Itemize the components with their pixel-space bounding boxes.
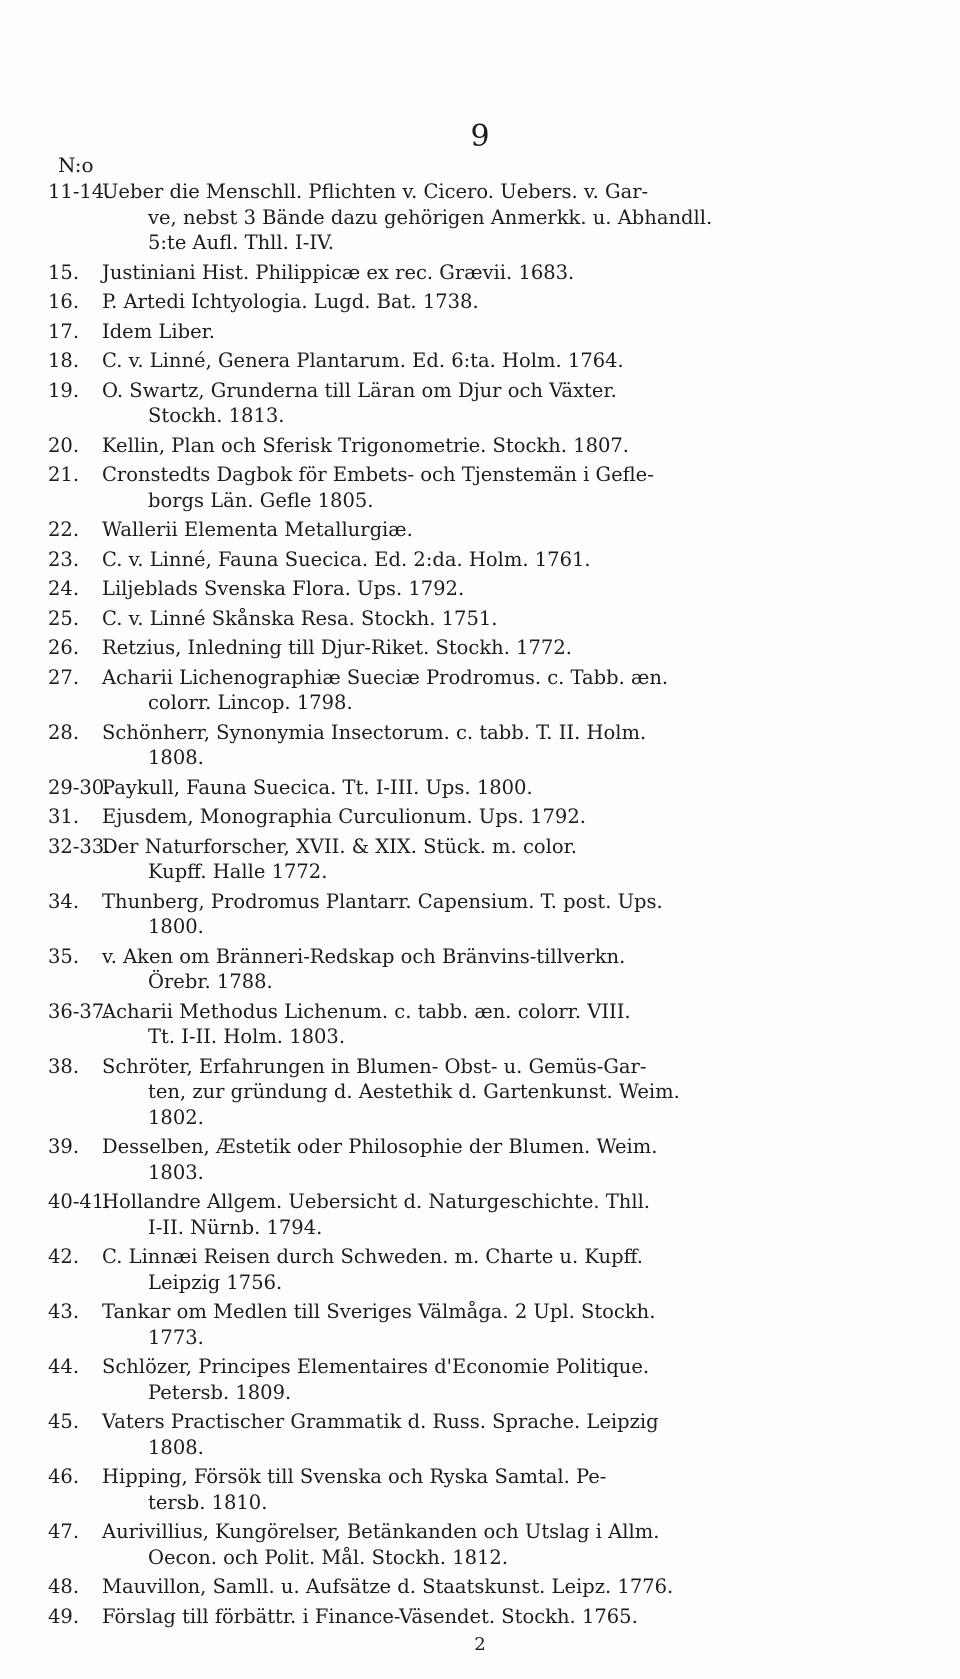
- entry-text-continuation: 1802.: [148, 1105, 204, 1129]
- entry-number: 21.: [48, 463, 80, 486]
- entry-number: 34.: [48, 889, 80, 913]
- entry-text: Idem Liber.: [102, 319, 216, 343]
- entry-number: 49.: [48, 1604, 80, 1628]
- catalog-entry: [48, 179, 828, 256]
- entry-number: 15.: [48, 260, 80, 284]
- entry-number: 46.: [48, 1465, 80, 1488]
- catalog-entry: [48, 1189, 828, 1240]
- entry-text: C. v. Linné Skånska Resa. Stockh. 1751.: [102, 606, 498, 630]
- catalog-entry: [48, 319, 828, 345]
- catalog-entry: [48, 889, 828, 940]
- entry-number: 18.: [48, 349, 80, 372]
- entry-text-continuation: Tt. I-II. Holm. 1803.: [148, 1025, 346, 1048]
- entry-number: 45.: [48, 1410, 80, 1433]
- entry-number: 23.: [48, 547, 80, 571]
- entry-text: Schlözer, Principes Elementaires d'Economie Politique.: [102, 1355, 650, 1378]
- entry-text: C. v. Linné, Genera Plantarum. Ed. 6:ta. Holm. 1764.: [102, 349, 624, 372]
- entry-number: 24.: [48, 577, 80, 600]
- entry-text: Retzius, Inledning till Djur-Riket. Stockh. 1772.: [102, 636, 572, 659]
- entry-number: 36-37.: [48, 999, 111, 1023]
- entry-number: 11-14.: [48, 180, 111, 203]
- entry-text: Acharii Methodus Lichenum. c. tabb. æn. colorr. VIII.: [102, 999, 631, 1023]
- entry-text-continuation: Leipzig 1756.: [148, 1270, 283, 1294]
- entry-text: Liljeblads Svenska Flora. Ups. 1792.: [102, 577, 465, 600]
- entry-text-continuation: borgs Län. Gefle 1805.: [148, 488, 374, 512]
- entry-text-continuation: Petersb. 1809.: [148, 1380, 292, 1404]
- entry-text-continuation: tersb. 1810.: [148, 1490, 268, 1514]
- catalog-entry: [48, 834, 828, 885]
- entry-number: 43.: [48, 1300, 80, 1323]
- catalog-entry: [48, 1604, 828, 1630]
- entry-number: 48.: [48, 1575, 80, 1598]
- entry-number: 25.: [48, 606, 80, 630]
- catalog-entry: [48, 547, 828, 573]
- catalog-entry: [48, 665, 828, 716]
- entry-text-continuation: 1808.: [148, 1435, 204, 1459]
- entry-text-continuation: 1803.: [148, 1160, 204, 1184]
- catalog-entry: [48, 576, 828, 602]
- entry-text-continuation: Stockh. 1813.: [148, 404, 285, 427]
- entry-text: Acharii Lichenographiæ Sueciæ Prodromus. c. Tabb. æn.: [102, 665, 669, 689]
- entry-number: 42.: [48, 1245, 80, 1268]
- entry-text-continuation: 1800.: [148, 915, 204, 938]
- catalog-entry: [48, 348, 828, 374]
- signature-mark: 2: [474, 1634, 486, 1655]
- entry-text: Der Naturforscher, XVII. & XIX. Stück. m. color.: [102, 834, 577, 858]
- entry-text: Förslag till förbättr. i Finance-Väsendet. Stockh. 1765.: [102, 1604, 638, 1628]
- catalog-entry: [48, 606, 828, 632]
- catalog-entry: [48, 775, 828, 801]
- catalog-entry: [48, 635, 828, 661]
- entry-text: C. Linnæi Reisen durch Schweden. m. Charte u. Kupff.: [102, 1245, 643, 1268]
- entry-number: 38.: [48, 1054, 80, 1078]
- entry-text: Cronstedts Dagbok för Embets- och Tjenstemän i Gefle-: [102, 463, 654, 486]
- catalog-entry: [48, 804, 828, 830]
- entry-text: Hipping, Försök till Svenska och Ryska Samtal. Pe-: [102, 1465, 607, 1488]
- entry-text-continuation: ten, zur gründung d. Aestethik d. Gartenkunst. Weim.: [148, 1080, 680, 1103]
- catalog-entry: [48, 1574, 828, 1600]
- entry-number: 47.: [48, 1520, 80, 1543]
- entry-number: 20.: [48, 433, 80, 457]
- catalog-entry-list: [48, 179, 828, 1633]
- catalog-entry: [48, 720, 828, 771]
- entry-text: Mauvillon, Samll. u. Aufsätze d. Staatskunst. Leipz. 1776.: [102, 1575, 674, 1598]
- catalog-entry: [48, 1299, 828, 1350]
- catalog-entry: [48, 999, 828, 1050]
- entry-text: C. v. Linné, Fauna Suecica. Ed. 2:da. Holm. 1761.: [102, 547, 591, 571]
- entry-text-continuation: 5:te Aufl. Thll. I-IV.: [148, 231, 334, 254]
- entry-text: Aurivillius, Kungörelser, Betänkanden och Utslag i Allm.: [102, 1520, 660, 1543]
- page-number: 9: [470, 119, 490, 154]
- catalog-entry: [48, 462, 828, 513]
- catalog-entry: [48, 260, 828, 286]
- catalog-entry: [48, 1519, 828, 1570]
- entry-text: Schönherr, Synonymia Insectorum. c. tabb. T. II. Holm.: [102, 720, 647, 744]
- catalog-entry: [48, 1409, 828, 1460]
- catalog-entry: [48, 944, 828, 995]
- entry-number: 29-30.: [48, 775, 111, 799]
- entry-number: 22.: [48, 518, 80, 541]
- entry-text: Desselben, Æstetik oder Philosophie der Blumen. Weim.: [102, 1135, 658, 1158]
- entry-text: Vaters Practischer Grammatik d. Russ. Sprache. Leipzig: [102, 1410, 659, 1433]
- catalog-entry: [48, 1134, 828, 1185]
- number-column-label: N:o: [58, 153, 94, 177]
- entry-text-continuation: Kupff. Halle 1772.: [148, 860, 328, 883]
- entry-number: 16.: [48, 290, 80, 313]
- entry-number: 17.: [48, 319, 80, 343]
- entry-text: O. Swartz, Grunderna till Läran om Djur och Växter.: [102, 378, 617, 402]
- entry-text: Ueber die Menschll. Pflichten v. Cicero. Uebers. v. Gar-: [102, 180, 649, 203]
- entry-text: Tankar om Medlen till Sveriges Välmåga. 2 Upl. Stockh.: [102, 1300, 656, 1323]
- entry-number: 32-33.: [48, 834, 111, 858]
- entry-text-continuation: colorr. Lincop. 1798.: [148, 691, 353, 714]
- catalog-entry: [48, 378, 828, 429]
- entry-text: Paykull, Fauna Suecica. Tt. I-III. Ups. 1800.: [102, 775, 533, 799]
- entry-text-continuation: I-II. Nürnb. 1794.: [148, 1215, 323, 1239]
- entry-text-continuation: ve, nebst 3 Bände dazu gehörigen Anmerkk. u. Abhandll.: [148, 205, 713, 229]
- entry-number: 26.: [48, 636, 80, 659]
- entry-number: 27.: [48, 665, 80, 689]
- catalog-entry: [48, 517, 828, 543]
- entry-number: 31.: [48, 805, 80, 828]
- entry-number: 40-41.: [48, 1190, 111, 1213]
- catalog-entry: [48, 1464, 828, 1515]
- entry-text: v. Aken om Bränneri-Redskap och Bränvins-tillverkn.: [102, 944, 626, 968]
- entry-text: Kellin, Plan och Sferisk Trigonometrie. Stockh. 1807.: [102, 433, 630, 457]
- entry-text: Schröter, Erfahrungen in Blumen- Obst- u. Gemüs-Gar-: [102, 1054, 647, 1078]
- catalog-entry: [48, 1054, 828, 1131]
- entry-text: Justiniani Hist. Philippicæ ex rec. Grævii. 1683.: [102, 260, 575, 284]
- entry-text-continuation: 1773.: [148, 1325, 204, 1349]
- catalog-entry: [48, 433, 828, 459]
- entry-text: P. Artedi Ichtyologia. Lugd. Bat. 1738.: [102, 290, 479, 313]
- entry-number: 28.: [48, 720, 80, 744]
- catalog-entry: [48, 289, 828, 315]
- entry-text-continuation: 1808.: [148, 746, 204, 769]
- entry-text: Hollandre Allgem. Uebersicht d. Naturgeschichte. Thll.: [102, 1190, 651, 1213]
- catalog-entry: [48, 1354, 828, 1405]
- entry-number: 35.: [48, 944, 80, 968]
- entry-text: Thunberg, Prodromus Plantarr. Capensium. T. post. Ups.: [102, 889, 663, 913]
- entry-number: 39.: [48, 1135, 80, 1158]
- entry-text-continuation: Örebr. 1788.: [148, 970, 273, 993]
- entry-text: Ejusdem, Monographia Curculionum. Ups. 1792.: [102, 805, 586, 828]
- entry-number: 44.: [48, 1355, 80, 1378]
- entry-text: Wallerii Elementa Metallurgiæ.: [102, 518, 413, 541]
- entry-text-continuation: Oecon. och Polit. Mål. Stockh. 1812.: [148, 1545, 509, 1569]
- entry-number: 19.: [48, 378, 80, 402]
- catalog-entry: [48, 1244, 828, 1295]
